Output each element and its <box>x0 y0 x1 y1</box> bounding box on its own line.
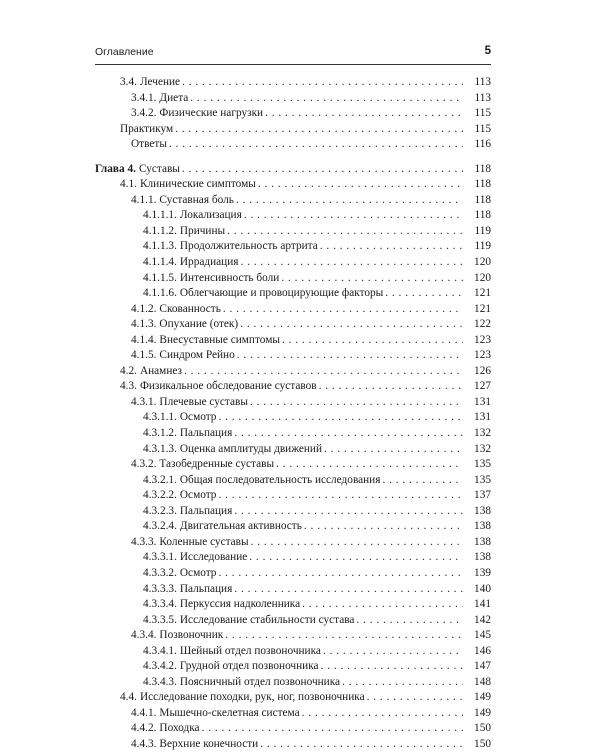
toc-entry-page: 146 <box>474 644 491 657</box>
dot-leader <box>227 224 463 240</box>
toc-entry-page: 113 <box>474 76 491 88</box>
toc-entry-title: Причины <box>179 224 226 237</box>
toc-entry-title: Плечевые суставы <box>159 395 248 408</box>
dot-leader <box>234 504 463 520</box>
dot-leader <box>234 426 463 442</box>
toc-entry-page: 119 <box>474 224 491 237</box>
toc-entry-number: 3.4.1. <box>131 91 157 104</box>
dot-leader <box>184 364 463 380</box>
toc-entry <box>95 75 491 91</box>
toc-entry-title: Интенсивность боли <box>179 271 280 284</box>
toc-entry-number: 4.1.4. <box>131 333 157 346</box>
toc-entry-page: 118 <box>474 162 491 175</box>
dot-leader <box>302 706 463 722</box>
toc-entry-title: Тазобедренные суставы <box>159 458 275 471</box>
toc-entry-title: Пальпация <box>179 427 233 440</box>
toc-entry-page: 126 <box>474 364 491 377</box>
toc-entry <box>95 644 491 660</box>
toc-entry <box>95 566 491 582</box>
running-header-title: Оглавление <box>95 46 154 58</box>
toc-entry-number: 4.4.3. <box>131 737 157 750</box>
toc-entry-number: 4.3.3.3. <box>143 582 177 595</box>
toc-entry <box>95 690 491 706</box>
dot-leader <box>169 137 463 153</box>
dot-leader <box>282 333 463 349</box>
toc-entry-page: 147 <box>474 660 491 673</box>
toc-entry-title: Опухание (отек) <box>159 318 239 331</box>
running-header <box>95 46 491 62</box>
toc-entry-page: 122 <box>474 318 491 331</box>
dot-leader <box>218 488 463 504</box>
toc-entry-title: Грудной отдел позвоночника <box>179 660 319 673</box>
toc-entry-title: Физические нагрузки <box>159 107 264 120</box>
dot-leader <box>382 473 463 489</box>
toc-entry <box>95 628 491 644</box>
toc-entry-title: Исследование <box>179 551 248 564</box>
toc-entry-number: 4.3.3.2. <box>143 566 177 579</box>
toc-entry-page: 150 <box>474 722 491 735</box>
toc-entry-page: 132 <box>474 427 491 440</box>
toc-entry-title: Суставы <box>138 162 180 175</box>
toc-entry <box>95 675 491 691</box>
toc-entry-page: 140 <box>474 582 491 595</box>
toc-entry-title: Общая последовательность исследования <box>179 473 381 486</box>
toc-entry <box>95 488 491 504</box>
toc-entry <box>95 302 491 318</box>
toc-entry-page: 118 <box>474 209 491 222</box>
toc-entry <box>95 519 491 535</box>
toc-entry-number: 4.3.4.3. <box>143 675 177 688</box>
toc-entry <box>95 379 491 395</box>
toc-entry-number: 4.1.5. <box>131 349 157 362</box>
toc-entry-number: 4.1.1.3. <box>143 240 177 253</box>
toc-entry <box>95 550 491 566</box>
dot-leader <box>236 193 463 209</box>
toc-entry-title: Двигательная активность <box>179 520 302 533</box>
toc-entry-page: 131 <box>474 395 491 408</box>
toc-entry-page: 113 <box>474 91 491 104</box>
toc-entry-title: Практикум <box>120 122 174 135</box>
toc-entry-number: 4.1.1. <box>131 193 157 206</box>
toc-entry <box>95 473 491 489</box>
toc-entry-page: 115 <box>474 107 491 120</box>
toc-entry-page: 135 <box>474 458 491 471</box>
toc-entry-title: Мышечно-скелетная система <box>159 706 300 719</box>
toc-entry-title: Внесуставные симптомы <box>159 333 280 346</box>
toc-entry <box>95 177 491 193</box>
toc-entry-number: 4.4.2. <box>131 722 157 735</box>
toc-entry-page: 119 <box>474 240 491 253</box>
toc-entry-number: 4.4.1. <box>131 706 157 719</box>
dot-leader <box>276 457 463 473</box>
toc-entry <box>95 91 491 107</box>
toc-entry <box>95 286 491 302</box>
toc-entry-page: 132 <box>474 442 491 455</box>
toc-entry-page: 127 <box>474 380 491 393</box>
toc-entry-number: 4.3.3.5. <box>143 613 177 626</box>
toc-entry <box>95 348 491 364</box>
dot-leader <box>175 122 463 138</box>
toc-entry <box>95 162 491 178</box>
dot-leader <box>218 566 463 582</box>
toc-entry-title: Анамнез <box>139 364 182 377</box>
toc-entry-title: Осмотр <box>179 411 217 424</box>
toc-entry-title: Поясничный отдел позвоночника <box>179 675 341 688</box>
dot-leader <box>225 628 463 644</box>
toc-entry-page: 150 <box>474 737 491 750</box>
toc-entry-number: 4.3.4.1. <box>143 644 177 657</box>
toc-entry-title: Осмотр <box>179 566 217 579</box>
toc-entry-number: 3.4. <box>120 76 137 88</box>
toc-entry <box>95 395 491 411</box>
dot-leader <box>319 379 463 395</box>
toc-entry-number: 4.3.2.1. <box>143 473 177 486</box>
dot-leader <box>237 348 463 364</box>
toc-entry <box>95 239 491 255</box>
toc-entry-title: Скованность <box>159 302 221 315</box>
dot-leader <box>234 582 463 598</box>
toc-entry-page: 148 <box>474 675 491 688</box>
toc-entry <box>95 224 491 240</box>
toc-entry-page: 138 <box>474 535 491 548</box>
toc-entry-page: 121 <box>474 287 491 300</box>
toc-entry-page: 135 <box>474 473 491 486</box>
toc-entry-page: 139 <box>474 566 491 579</box>
toc-entry-page: 137 <box>474 489 491 502</box>
toc-entry-number: 4.3.1.3. <box>143 442 177 455</box>
dot-leader <box>302 597 463 613</box>
toc-entry <box>95 255 491 271</box>
dot-leader <box>323 644 463 660</box>
toc-entry-title: Позвоночник <box>159 629 224 642</box>
toc-entry <box>95 706 491 722</box>
toc-entry-page: 138 <box>474 504 491 517</box>
dot-leader <box>218 410 463 426</box>
toc-entry <box>95 737 491 753</box>
toc-entry-title: Оценка амплитуды движений <box>179 442 323 455</box>
dot-leader <box>281 271 463 287</box>
toc-entry-number: 4.1.3. <box>131 318 157 331</box>
toc-entry-page: 138 <box>474 520 491 533</box>
dot-leader <box>244 208 463 224</box>
toc-entry-page: 116 <box>474 138 491 151</box>
dot-leader <box>320 239 463 255</box>
toc-entry-number: 4.1.1.1. <box>143 209 177 222</box>
header-rule <box>95 64 491 65</box>
toc-entry <box>95 122 491 138</box>
toc-entry-title: Клинические симптомы <box>139 178 256 191</box>
toc-entry-number: 4.1. <box>120 178 137 191</box>
toc-entry <box>95 582 491 598</box>
page-number: 5 <box>484 45 491 57</box>
toc-entry-number: 4.1.2. <box>131 302 157 315</box>
toc-entry-page: 118 <box>474 178 491 191</box>
toc-entry-number: 4.3.2.4. <box>143 520 177 533</box>
toc-entry <box>95 659 491 675</box>
toc-entry-page: 123 <box>474 333 491 346</box>
toc-entry-number: 4.3.1.2. <box>143 427 177 440</box>
dot-leader <box>385 286 463 302</box>
toc-entry <box>95 457 491 473</box>
toc-entry-title: Продолжительность артрита <box>179 240 318 253</box>
toc-entry-number: 4.1.1.2. <box>143 224 177 237</box>
toc-entry-page: 138 <box>474 551 491 564</box>
dot-leader <box>265 106 463 122</box>
toc-entry <box>95 364 491 380</box>
dot-leader <box>356 613 463 629</box>
dot-leader <box>240 255 463 271</box>
toc-entry-page: 118 <box>474 193 491 206</box>
toc-entry <box>95 442 491 458</box>
toc-entry-number: 4.3.4. <box>131 629 157 642</box>
toc-entry-page: 131 <box>474 411 491 424</box>
dot-leader <box>202 721 463 737</box>
toc-entry-title: Коленные суставы <box>159 535 249 548</box>
toc-entry-page: 142 <box>474 613 491 626</box>
dot-leader <box>324 442 463 458</box>
toc-entry-number: 4.3.1. <box>131 395 157 408</box>
toc-entry-number: 4.3.3.4. <box>143 598 177 611</box>
dot-leader <box>251 535 463 551</box>
toc-entry-number: 4.3.2.2. <box>143 489 177 502</box>
toc-entry-number: 4.1.1.5. <box>143 271 177 284</box>
dot-leader <box>250 395 463 411</box>
toc-entry-page: 123 <box>474 349 491 362</box>
dot-leader <box>182 75 463 91</box>
toc-entry <box>95 721 491 737</box>
toc-entry <box>95 333 491 349</box>
toc-entry-title: Осмотр <box>179 489 217 502</box>
toc-entry-title: Ответы <box>131 138 167 151</box>
dot-leader <box>342 675 463 691</box>
dot-leader <box>258 177 463 193</box>
toc-entry-title: Физикальное обследование суставов <box>139 380 317 393</box>
toc-entry-title: Верхние конечности <box>159 737 259 750</box>
toc-entry <box>95 193 491 209</box>
toc-entry-number: 4.3.4.2. <box>143 660 177 673</box>
toc-entry-number: 4.1.1.6. <box>143 287 177 300</box>
toc-entry-number: 3.4.2. <box>131 107 157 120</box>
toc-entry-title: Диета <box>159 91 189 104</box>
toc-entry-title: Походка <box>159 722 200 735</box>
dot-leader <box>182 162 463 178</box>
dot-leader <box>260 737 463 753</box>
toc-entry-page: 149 <box>474 691 491 704</box>
toc-entry-title: Иррадиация <box>179 256 239 269</box>
toc-entry-number: 4.3.3.1. <box>143 551 177 564</box>
toc-entry-page: 120 <box>474 256 491 269</box>
toc-entry-page: 115 <box>474 122 491 135</box>
toc-entry <box>95 271 491 287</box>
toc-entry-title: Локализация <box>179 209 242 222</box>
toc-entry <box>95 613 491 629</box>
toc-entry-title: Пальпация <box>179 582 233 595</box>
toc-entry-title: Исследование походки, рук, ног, позвоночника <box>139 691 365 704</box>
toc-entry-page: 120 <box>474 271 491 284</box>
toc-entry-number: 4.2. <box>120 364 137 377</box>
toc-entry-page: 149 <box>474 706 491 719</box>
toc-entry <box>95 597 491 613</box>
toc-entry-title: Синдром Рейно <box>159 349 235 362</box>
toc-entry <box>95 535 491 551</box>
toc-entry <box>95 208 491 224</box>
dot-leader <box>367 690 463 706</box>
dot-leader <box>304 519 463 535</box>
toc-entry <box>95 504 491 520</box>
toc-entry-title: Исследование стабильности сустава <box>179 613 355 626</box>
toc-entry-title: Лечение <box>139 76 181 88</box>
toc-entry-number: 4.3. <box>120 380 137 393</box>
toc-entry-page: 121 <box>474 302 491 315</box>
toc-entry-number: 4.4. <box>120 691 137 704</box>
toc-entry-number: 4.3.2. <box>131 458 157 471</box>
toc-entry-title: Перкуссия надколенника <box>179 598 301 611</box>
dot-leader <box>249 550 463 566</box>
toc-entry-number: 4.1.1.4. <box>143 256 177 269</box>
toc-entry-title: Суставная боль <box>159 193 234 206</box>
toc-entry <box>95 106 491 122</box>
toc-entry-title: Шейный отдел позвоночника <box>179 644 321 657</box>
toc-entry <box>95 317 491 333</box>
toc-entry-number: 4.3.2.3. <box>143 504 177 517</box>
toc-entry <box>95 426 491 442</box>
dot-leader <box>321 659 463 675</box>
toc-entry <box>95 137 491 153</box>
table-of-contents <box>95 75 491 753</box>
toc-entry-number: 4.3.1.1. <box>143 411 177 424</box>
toc-entry-page: 141 <box>474 598 491 611</box>
toc-entry-page: 145 <box>474 629 491 642</box>
toc-entry-title: Пальпация <box>179 504 233 517</box>
toc-entry <box>95 410 491 426</box>
dot-leader <box>223 302 463 318</box>
dot-leader <box>190 91 463 107</box>
toc-entry-number: Глава 4. <box>95 162 136 175</box>
toc-entry-number: 4.3.3. <box>131 535 157 548</box>
dot-leader <box>240 317 463 333</box>
toc-entry-title: Облегчающие и провоцирующие факторы <box>179 287 384 300</box>
